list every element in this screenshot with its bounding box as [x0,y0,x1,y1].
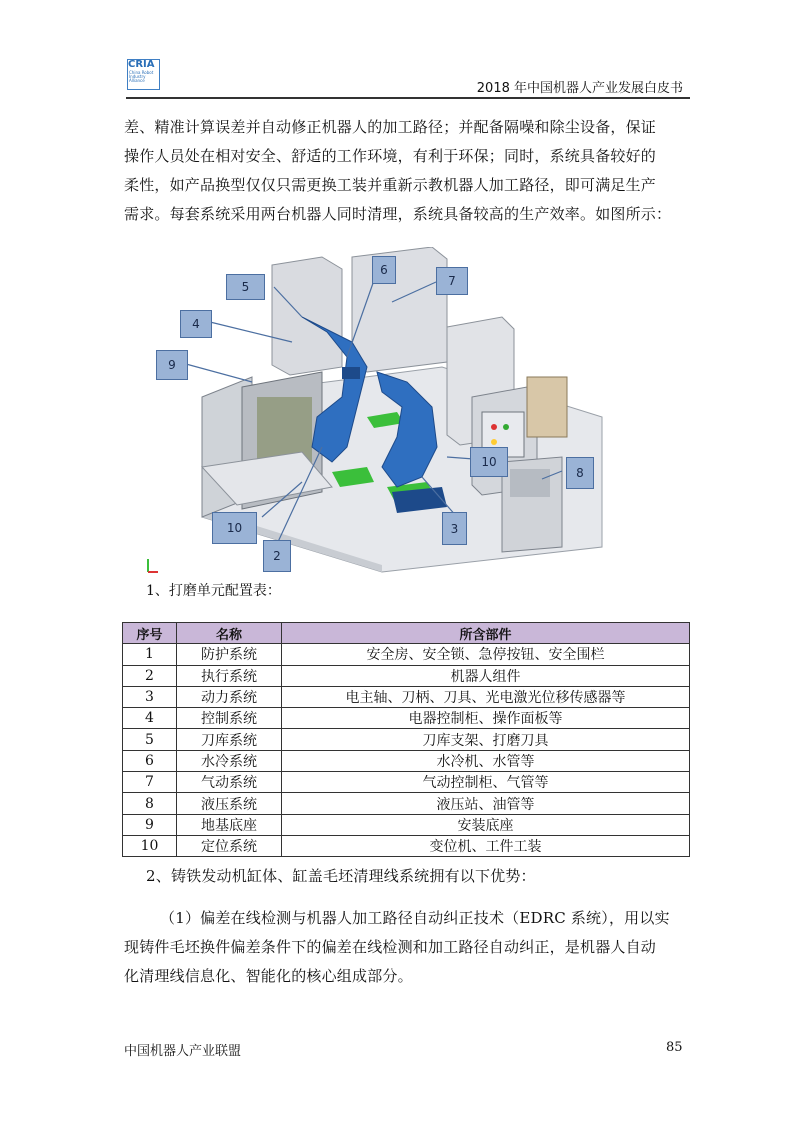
table-row [123,750,690,771]
callout-label: 9 [156,350,188,380]
table-cell: 10 [123,835,177,856]
table-row [123,793,690,814]
table-cell: 变位机、工件工装 [282,835,690,856]
table-cell: 电器控制柜、操作面板等 [282,708,690,729]
callout-label: 10 [470,447,508,477]
callout-label: 4 [180,310,212,338]
table-row [123,708,690,729]
table-cell: 7 [123,772,177,793]
grinding-cell-figure [142,247,623,575]
paragraph-line: 现铸件毛坯换件偏差条件下的偏差在线检测和加工路径自动纠正，是机器人自动 [124,938,657,956]
table-row [123,835,690,856]
table-cell: 2 [123,665,177,686]
table-cell: 1 [123,644,177,665]
table-cell: 4 [123,708,177,729]
paragraph-line: 需求。每套系统采用两台机器人同时清理，系统具备较高的生产效率。如图所示： [124,205,672,223]
callout-label: 6 [372,256,396,284]
header-title: 2018 年中国机器人产业发展白皮书 [476,81,683,96]
callout-label: 2 [263,540,291,572]
page-number: 85 [666,1040,683,1055]
callout-label: 8 [566,457,594,489]
table-cell: 地基底座 [177,814,282,835]
table-cell: 8 [123,793,177,814]
table-row [123,686,690,707]
table-row [123,729,690,750]
paragraph-line: 柔性，如产品换型仅仅只需更换工装并重新示教机器人加工路径，即可满足生产 [124,176,657,194]
configuration-table [122,622,690,857]
table-cell: 执行系统 [177,665,282,686]
table-row [123,644,690,665]
table-header-row [123,623,690,644]
table-cell: 防护系统 [177,644,282,665]
paragraph-line: 差、精准计算误差并自动修正机器人的加工路径；并配备隔噪和除尘设备，保证 [124,118,657,136]
table-cell: 气动系统 [177,772,282,793]
body-paragraph-2 [146,862,690,891]
table-row [123,772,690,793]
callout-label: 7 [436,267,468,295]
table-cell: 电主轴、刀柄、刀具、光电激光位移传感器等 [282,686,690,707]
paragraph-line: （1）偏差在线检测与机器人加工路径自动纠正技术（EDRC 系统），用以实 [160,909,670,927]
table-cell: 液压站、油管等 [282,793,690,814]
table-cell: 3 [123,686,177,707]
table-cell: 5 [123,729,177,750]
column-header: 名称 [177,623,282,644]
table-cell: 刀库支架、打磨刀具 [282,729,690,750]
table-cell: 控制系统 [177,708,282,729]
header-divider [126,97,690,99]
table-cell: 水冷机、水管等 [282,750,690,771]
body-paragraph-1 [124,113,690,229]
table-cell: 刀库系统 [177,729,282,750]
column-header: 所含部件 [282,623,690,644]
paragraph-line: 化清理线信息化、智能化的核心组成部分。 [124,967,413,985]
table-cell: 定位系统 [177,835,282,856]
table-cell: 液压系统 [177,793,282,814]
table-cell: 安装底座 [282,814,690,835]
table-cell: 水冷系统 [177,750,282,771]
table-cell: 9 [123,814,177,835]
table-caption: 1、打磨单元配置表： [146,583,281,599]
logo-text: CRIA [128,59,155,70]
paragraph-line: 2、铸铁发动机缸体、缸盖毛坯清理线系统拥有以下优势： [146,867,536,885]
logo-subtext: China Robot Industry Alliance [129,70,154,83]
table-cell: 6 [123,750,177,771]
paragraph-line: 操作人员处在相对安全、舒适的工作环境，有利于环保；同时，系统具备较好的 [124,147,657,165]
table-cell: 机器人组件 [282,665,690,686]
callout-label: 3 [442,512,467,545]
table-cell: 气动控制柜、气管等 [282,772,690,793]
table-cell: 安全房、安全锁、急停按钮、安全围栏 [282,644,690,665]
callout-label: 10 [212,512,257,544]
body-paragraph-3 [124,904,690,991]
table-row [123,665,690,686]
footer-organization: 中国机器人产业联盟 [124,1044,242,1059]
column-header: 序号 [123,623,177,644]
callout-label: 5 [226,274,265,300]
table-cell: 动力系统 [177,686,282,707]
table-row [123,814,690,835]
